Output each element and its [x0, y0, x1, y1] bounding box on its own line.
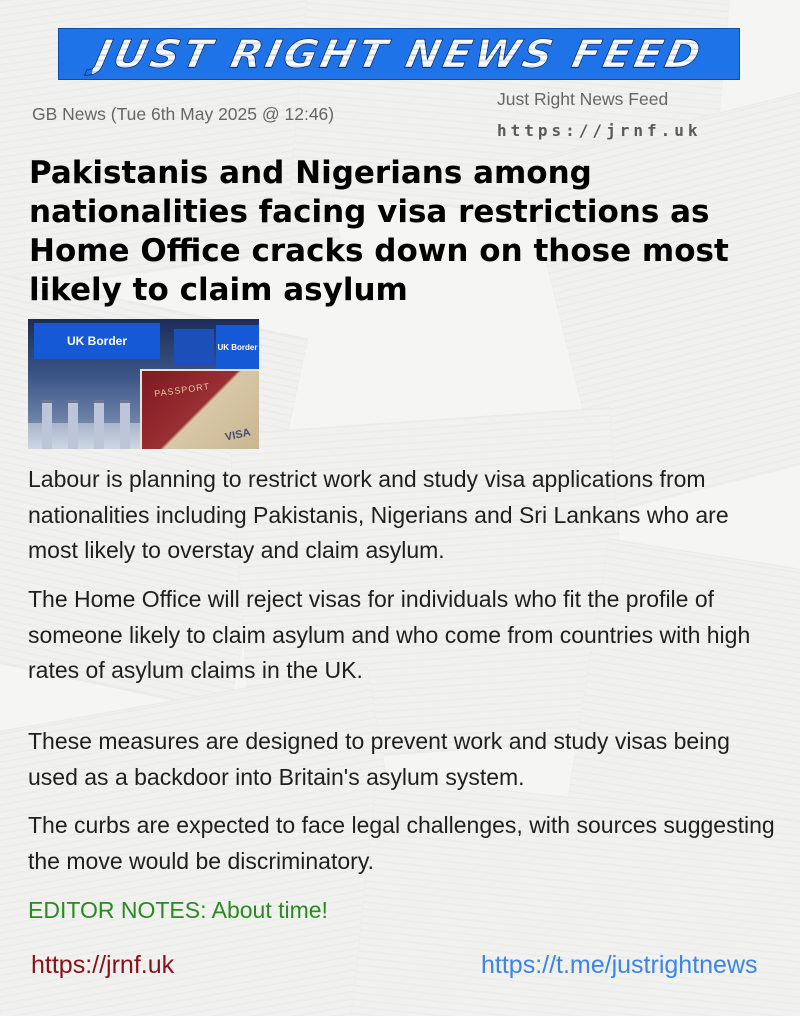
article-paragraph-3: These measures are designed to prevent work and study visas being used as a backdoor into Britain's asylum system. — [28, 728, 730, 790]
footer-site-link[interactable]: https://jrnf.uk — [31, 951, 175, 979]
passport-label: PASSPORT — [153, 381, 211, 399]
passport-visa-image — [140, 369, 259, 449]
site-name: Just Right News Feed — [497, 89, 669, 109]
visa-label: VISA — [224, 426, 252, 444]
site-banner — [58, 28, 740, 80]
uk-border-sign: UK Border — [34, 323, 160, 359]
article-photo — [28, 319, 259, 449]
article-source: GB News (Tue 6th May 2025 @ 12:46) — [32, 104, 335, 124]
editor-notes: EDITOR NOTES: About time! — [28, 897, 328, 923]
article-paragraph-2: The Home Office will reject visas for individuals who fit the profile of someone likely to claim asylum and who come from countries with high rates of asylum claims in the UK. — [28, 586, 751, 683]
banner-title: JUST RIGHT NEWS FEED — [90, 31, 708, 77]
uk-border-sign-small — [174, 329, 214, 365]
article-headline: Pakistanis and Nigerians among nationalities facing visa restrictions as Home Office cracks down on those most likely to claim asylum — [29, 155, 729, 308]
article-paragraph-1: Labour is planning to restrict work and study visa applications from nationalities including Pakistanis, Nigerians and Sri Lankans who are most likely to overstay and claim asylum. — [28, 466, 729, 563]
article-paragraph-4: The curbs are expected to face legal challenges, with sources suggesting the move would be discriminatory. — [28, 812, 775, 874]
site-url[interactable]: https://jrnf.uk — [497, 121, 702, 140]
footer-telegram-link[interactable]: https://t.me/justrightnews — [481, 951, 758, 979]
uk-border-sign-far: UK Border — [216, 325, 259, 369]
